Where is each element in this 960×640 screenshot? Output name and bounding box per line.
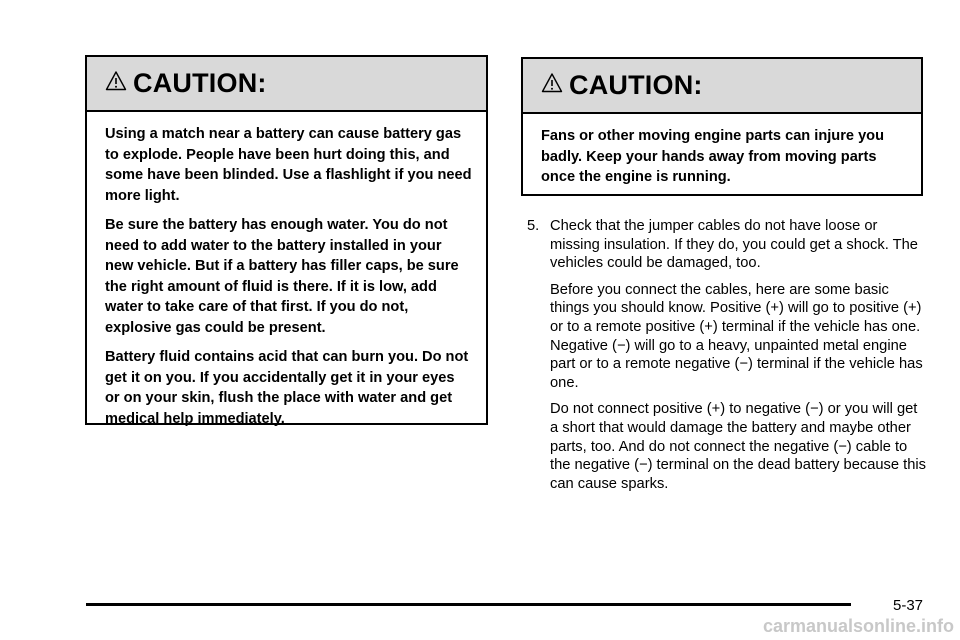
- caution-title: CAUTION:: [133, 68, 267, 98]
- caution-paragraph: Fans or other moving engine parts can injure you badly. Keep your hands away from moving parts once the engine is running.: [541, 128, 885, 185]
- caution-box-battery: [85, 55, 488, 425]
- step-item: [527, 217, 927, 501]
- step-paragraph: Do not connect positive (+) to negative (−) or you will get a short that would damage the battery and maybe other parts, too. And do not connect the negative (−) cable to the negative (−) terminal on the dead battery because this can cause sparks.: [550, 401, 926, 492]
- step-number: 5.: [527, 218, 540, 234]
- caution-paragraph: Battery fluid contains acid that can burn you. Do not get it on you. If you accidentally get it in your eyes or on your skin, flush the place with water and get medical help immediately.: [105, 349, 469, 427]
- page-number: 5-37: [893, 597, 924, 614]
- footer-rule: [86, 603, 851, 606]
- caution-body: [87, 112, 486, 441]
- caution-box-fans: [521, 57, 923, 196]
- step-paragraph: Check that the jumper cables do not have loose or missing insulation. If they do, you could get a shock. The vehicles could be damaged, too.: [550, 218, 918, 272]
- step-content: [550, 217, 927, 501]
- caution-header: [87, 57, 486, 112]
- watermark: carmanualsonline.info: [762, 616, 954, 636]
- caution-body: [523, 114, 921, 200]
- caution-header: [523, 59, 921, 114]
- caution-title: CAUTION:: [569, 70, 703, 100]
- warning-triangle-icon: [105, 70, 127, 92]
- step-paragraph: Before you connect the cables, here are some basic things you should know. Positive (+) will go to positive (+) or to a remote positive (+) terminal if the vehicle has one. Negative (−) will go to a heavy, unpainted metal engine part or to a remote negative (−) terminal if the vehicle has one.: [550, 281, 923, 391]
- warning-triangle-icon: [541, 72, 563, 94]
- numbered-steps: [527, 217, 927, 501]
- caution-paragraph: Be sure the battery has enough water. You do not need to add water to the battery installed in your new vehicle. But if a battery has filler caps, be sure the right amount of fluid is there. If it is low, add water to take care of that first. If you do not, explosive gas could be present.: [105, 217, 459, 336]
- caution-paragraph: Using a match near a battery can cause battery gas to explode. People have been hurt doing this, and some have been blinded. Use a flashlight if you need more light.: [105, 126, 472, 204]
